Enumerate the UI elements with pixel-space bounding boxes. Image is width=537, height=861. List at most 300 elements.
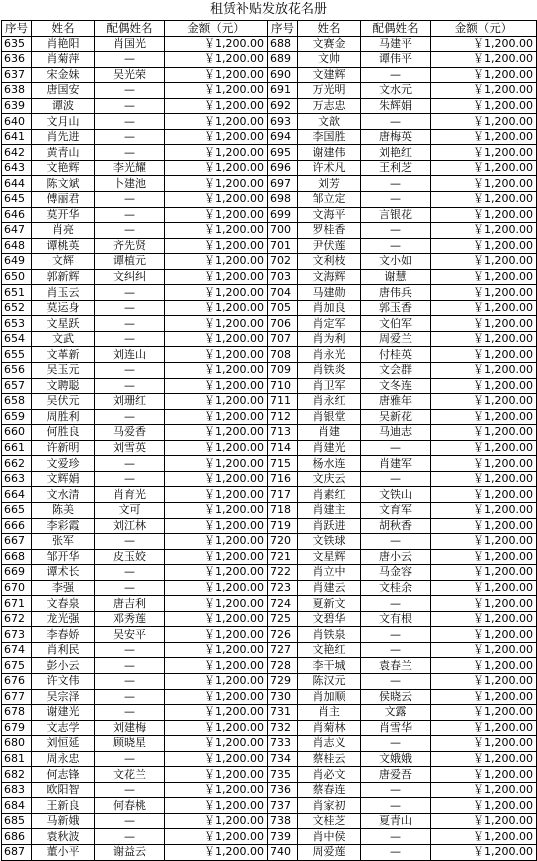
cell-index-left: 676 bbox=[2, 673, 32, 689]
cell-name-left: 李春娇 bbox=[32, 627, 95, 643]
cell-amount-right: ￥1,200.00 bbox=[431, 192, 537, 208]
cell-name-right: 肖素红 bbox=[298, 487, 361, 503]
cell-index-right: 706 bbox=[268, 316, 298, 332]
table-row bbox=[2, 611, 537, 627]
cell-name-right: 罗桂香 bbox=[298, 223, 361, 239]
table-row bbox=[2, 673, 537, 689]
cell-spouse-left: — bbox=[95, 145, 165, 161]
table-row bbox=[2, 580, 537, 596]
cell-spouse-left: 刘江林 bbox=[95, 518, 165, 534]
cell-index-left: 667 bbox=[2, 534, 32, 550]
cell-amount-left: ￥1,200.00 bbox=[165, 596, 268, 612]
cell-spouse-left: — bbox=[95, 751, 165, 767]
header-row bbox=[2, 21, 537, 37]
cell-index-right: 699 bbox=[268, 207, 298, 223]
cell-spouse-left: — bbox=[95, 316, 165, 332]
cell-name-left: 谭桃英 bbox=[32, 238, 95, 254]
cell-index-left: 654 bbox=[2, 331, 32, 347]
cell-name-left: 吴宗泽 bbox=[32, 689, 95, 705]
cell-index-right: 731 bbox=[268, 705, 298, 721]
cell-name-right: 文歆 bbox=[298, 114, 361, 130]
cell-spouse-right: 周爱兰 bbox=[361, 331, 431, 347]
cell-spouse-left: — bbox=[95, 98, 165, 114]
cell-amount-left: ￥1,200.00 bbox=[165, 720, 268, 736]
cell-amount-left: ￥1,200.00 bbox=[165, 487, 268, 503]
cell-amount-right: ￥1,200.00 bbox=[431, 160, 537, 176]
header-amount-right: 金额（元） bbox=[431, 21, 537, 37]
table-row bbox=[2, 689, 537, 705]
table-row bbox=[2, 642, 537, 658]
cell-amount-right: ￥1,200.00 bbox=[431, 534, 537, 550]
cell-spouse-right: 刘艳红 bbox=[361, 145, 431, 161]
cell-name-left: 宋金妹 bbox=[32, 67, 95, 83]
cell-amount-right: ￥1,200.00 bbox=[431, 705, 537, 721]
cell-spouse-right: 言银花 bbox=[361, 207, 431, 223]
cell-spouse-left: 邓秀莲 bbox=[95, 611, 165, 627]
cell-name-right: 肖志义 bbox=[298, 736, 361, 752]
header-name-right: 姓名 bbox=[298, 21, 361, 37]
table-row bbox=[2, 129, 537, 145]
cell-spouse-right: 唐爱吾 bbox=[361, 767, 431, 783]
cell-amount-left: ￥1,200.00 bbox=[165, 176, 268, 192]
table-row bbox=[2, 518, 537, 534]
table-row bbox=[2, 829, 537, 845]
cell-index-right: 711 bbox=[268, 394, 298, 410]
cell-index-left: 687 bbox=[2, 844, 32, 860]
cell-amount-left: ￥1,200.00 bbox=[165, 549, 268, 565]
cell-spouse-right: — bbox=[361, 238, 431, 254]
cell-index-left: 673 bbox=[2, 627, 32, 643]
cell-amount-left: ￥1,200.00 bbox=[165, 67, 268, 83]
cell-spouse-left: — bbox=[95, 114, 165, 130]
cell-index-right: 733 bbox=[268, 736, 298, 752]
cell-spouse-left: — bbox=[95, 129, 165, 145]
cell-index-left: 646 bbox=[2, 207, 32, 223]
cell-spouse-left: 齐先贤 bbox=[95, 238, 165, 254]
cell-name-left: 文辉娟 bbox=[32, 471, 95, 487]
table-row bbox=[2, 363, 537, 379]
page-title: 租赁补贴发放花名册 bbox=[209, 2, 327, 17]
table-row bbox=[2, 269, 537, 285]
cell-index-right: 738 bbox=[268, 813, 298, 829]
cell-spouse-left: 文纠纠 bbox=[95, 269, 165, 285]
cell-amount-right: ￥1,200.00 bbox=[431, 487, 537, 503]
cell-amount-right: ￥1,200.00 bbox=[431, 798, 537, 814]
cell-amount-left: ￥1,200.00 bbox=[165, 673, 268, 689]
cell-index-right: 690 bbox=[268, 67, 298, 83]
cell-name-right: 肖卫军 bbox=[298, 378, 361, 394]
cell-amount-left: ￥1,200.00 bbox=[165, 689, 268, 705]
cell-index-left: 657 bbox=[2, 378, 32, 394]
cell-index-right: 697 bbox=[268, 176, 298, 192]
cell-amount-left: ￥1,200.00 bbox=[165, 456, 268, 472]
table-row bbox=[2, 347, 537, 363]
cell-name-left: 何胜良 bbox=[32, 425, 95, 441]
cell-index-left: 656 bbox=[2, 363, 32, 379]
header-index-right: 序号 bbox=[268, 21, 298, 37]
cell-amount-right: ￥1,200.00 bbox=[431, 689, 537, 705]
cell-name-left: 何志锋 bbox=[32, 767, 95, 783]
cell-spouse-left: — bbox=[95, 705, 165, 721]
cell-spouse-right: — bbox=[361, 673, 431, 689]
cell-index-right: 726 bbox=[268, 627, 298, 643]
table-row bbox=[2, 549, 537, 565]
table-row bbox=[2, 52, 537, 68]
cell-amount-left: ￥1,200.00 bbox=[165, 114, 268, 130]
cell-name-left: 莫开华 bbox=[32, 207, 95, 223]
table-row bbox=[2, 409, 537, 425]
table-row bbox=[2, 534, 537, 550]
cell-name-right: 陈汉元 bbox=[298, 673, 361, 689]
cell-amount-right: ￥1,200.00 bbox=[431, 98, 537, 114]
cell-spouse-right: — bbox=[361, 782, 431, 798]
cell-amount-left: ￥1,200.00 bbox=[165, 767, 268, 783]
cell-amount-right: ￥1,200.00 bbox=[431, 300, 537, 316]
cell-spouse-right: 唐伟兵 bbox=[361, 285, 431, 301]
table-row bbox=[2, 456, 537, 472]
header-spouse-right: 配偶姓名 bbox=[361, 21, 431, 37]
table-row bbox=[2, 36, 537, 52]
cell-amount-left: ￥1,200.00 bbox=[165, 363, 268, 379]
cell-name-right: 蔡桂云 bbox=[298, 751, 361, 767]
cell-name-left: 文辉 bbox=[32, 254, 95, 270]
cell-index-right: 723 bbox=[268, 580, 298, 596]
cell-spouse-left: 文花兰 bbox=[95, 767, 165, 783]
cell-amount-left: ￥1,200.00 bbox=[165, 316, 268, 332]
cell-name-right: 刘芳 bbox=[298, 176, 361, 192]
cell-amount-left: ￥1,200.00 bbox=[165, 705, 268, 721]
cell-index-right: 734 bbox=[268, 751, 298, 767]
cell-name-right: 尹伏莲 bbox=[298, 238, 361, 254]
table-row bbox=[2, 658, 537, 674]
cell-index-left: 658 bbox=[2, 394, 32, 410]
cell-spouse-right: — bbox=[361, 596, 431, 612]
cell-index-left: 669 bbox=[2, 565, 32, 581]
cell-index-right: 693 bbox=[268, 114, 298, 130]
cell-index-right: 722 bbox=[268, 565, 298, 581]
cell-name-left: 袁秋波 bbox=[32, 829, 95, 845]
cell-spouse-right: — bbox=[361, 736, 431, 752]
cell-amount-right: ￥1,200.00 bbox=[431, 565, 537, 581]
cell-spouse-left: — bbox=[95, 689, 165, 705]
cell-index-left: 651 bbox=[2, 285, 32, 301]
cell-index-left: 677 bbox=[2, 689, 32, 705]
cell-spouse-right: — bbox=[361, 67, 431, 83]
cell-index-right: 709 bbox=[268, 363, 298, 379]
cell-amount-left: ￥1,200.00 bbox=[165, 347, 268, 363]
cell-name-left: 文艳辉 bbox=[32, 160, 95, 176]
table-row bbox=[2, 254, 537, 270]
cell-amount-left: ￥1,200.00 bbox=[165, 534, 268, 550]
cell-amount-left: ￥1,200.00 bbox=[165, 627, 268, 643]
table-row bbox=[2, 300, 537, 316]
cell-index-right: 739 bbox=[268, 829, 298, 845]
cell-spouse-left: 马爱香 bbox=[95, 425, 165, 441]
cell-index-right: 688 bbox=[268, 36, 298, 52]
table-row bbox=[2, 736, 537, 752]
cell-amount-left: ￥1,200.00 bbox=[165, 829, 268, 845]
cell-index-right: 708 bbox=[268, 347, 298, 363]
cell-index-left: 649 bbox=[2, 254, 32, 270]
cell-name-right: 肖为利 bbox=[298, 331, 361, 347]
cell-amount-left: ￥1,200.00 bbox=[165, 471, 268, 487]
cell-name-left: 周永忠 bbox=[32, 751, 95, 767]
table-row bbox=[2, 705, 537, 721]
cell-name-left: 邹开华 bbox=[32, 549, 95, 565]
cell-amount-left: ￥1,200.00 bbox=[165, 611, 268, 627]
table-row bbox=[2, 114, 537, 130]
cell-amount-right: ￥1,200.00 bbox=[431, 363, 537, 379]
cell-index-right: 712 bbox=[268, 409, 298, 425]
cell-spouse-left: 吴光荣 bbox=[95, 67, 165, 83]
cell-amount-right: ￥1,200.00 bbox=[431, 316, 537, 332]
cell-name-left: 文月山 bbox=[32, 114, 95, 130]
cell-index-right: 717 bbox=[268, 487, 298, 503]
cell-spouse-left: — bbox=[95, 580, 165, 596]
cell-index-right: 702 bbox=[268, 254, 298, 270]
cell-index-left: 680 bbox=[2, 736, 32, 752]
cell-amount-right: ￥1,200.00 bbox=[431, 36, 537, 52]
cell-spouse-left: — bbox=[95, 813, 165, 829]
cell-amount-right: ￥1,200.00 bbox=[431, 285, 537, 301]
cell-name-left: 陈美 bbox=[32, 502, 95, 518]
cell-amount-left: ￥1,200.00 bbox=[165, 52, 268, 68]
table-row bbox=[2, 440, 537, 456]
cell-name-right: 肖必文 bbox=[298, 767, 361, 783]
cell-index-right: 705 bbox=[268, 300, 298, 316]
cell-index-left: 674 bbox=[2, 642, 32, 658]
cell-amount-left: ￥1,200.00 bbox=[165, 36, 268, 52]
cell-name-left: 王新良 bbox=[32, 798, 95, 814]
cell-amount-left: ￥1,200.00 bbox=[165, 83, 268, 99]
cell-index-right: 703 bbox=[268, 269, 298, 285]
cell-amount-right: ￥1,200.00 bbox=[431, 409, 537, 425]
cell-amount-left: ￥1,200.00 bbox=[165, 813, 268, 829]
cell-amount-left: ￥1,200.00 bbox=[165, 331, 268, 347]
cell-spouse-right: 付桂英 bbox=[361, 347, 431, 363]
cell-index-right: 707 bbox=[268, 331, 298, 347]
cell-index-left: 653 bbox=[2, 316, 32, 332]
cell-amount-right: ￥1,200.00 bbox=[431, 52, 537, 68]
table-row bbox=[2, 238, 537, 254]
cell-spouse-right: 文伯军 bbox=[361, 316, 431, 332]
cell-index-left: 660 bbox=[2, 425, 32, 441]
cell-amount-right: ￥1,200.00 bbox=[431, 83, 537, 99]
cell-index-right: 729 bbox=[268, 673, 298, 689]
header-spouse-left: 配偶姓名 bbox=[95, 21, 165, 37]
cell-spouse-right: 马建平 bbox=[361, 36, 431, 52]
table-row bbox=[2, 223, 537, 239]
table-row bbox=[2, 565, 537, 581]
cell-spouse-right: — bbox=[361, 114, 431, 130]
cell-amount-right: ￥1,200.00 bbox=[431, 254, 537, 270]
cell-spouse-right: 文会群 bbox=[361, 363, 431, 379]
cell-spouse-right: 文有根 bbox=[361, 611, 431, 627]
cell-amount-right: ￥1,200.00 bbox=[431, 67, 537, 83]
cell-amount-left: ￥1,200.00 bbox=[165, 378, 268, 394]
cell-index-right: 724 bbox=[268, 596, 298, 612]
cell-amount-right: ￥1,200.00 bbox=[431, 580, 537, 596]
cell-amount-left: ￥1,200.00 bbox=[165, 798, 268, 814]
cell-index-left: 682 bbox=[2, 767, 32, 783]
table-row bbox=[2, 316, 537, 332]
cell-amount-left: ￥1,200.00 bbox=[165, 425, 268, 441]
cell-index-left: 648 bbox=[2, 238, 32, 254]
cell-name-left: 彭小云 bbox=[32, 658, 95, 674]
cell-name-left: 肖菊萍 bbox=[32, 52, 95, 68]
cell-name-left: 文春泉 bbox=[32, 596, 95, 612]
cell-spouse-right: 谭伟平 bbox=[361, 52, 431, 68]
cell-spouse-right: — bbox=[361, 798, 431, 814]
cell-amount-left: ￥1,200.00 bbox=[165, 502, 268, 518]
cell-index-left: 685 bbox=[2, 813, 32, 829]
cell-amount-left: ￥1,200.00 bbox=[165, 658, 268, 674]
cell-amount-right: ￥1,200.00 bbox=[431, 611, 537, 627]
cell-index-left: 663 bbox=[2, 471, 32, 487]
cell-index-left: 635 bbox=[2, 36, 32, 52]
cell-spouse-right: — bbox=[361, 844, 431, 860]
cell-amount-right: ￥1,200.00 bbox=[431, 844, 537, 860]
cell-spouse-left: — bbox=[95, 642, 165, 658]
cell-amount-right: ￥1,200.00 bbox=[431, 642, 537, 658]
cell-name-right: 文建辉 bbox=[298, 67, 361, 83]
cell-name-left: 李强 bbox=[32, 580, 95, 596]
cell-index-left: 659 bbox=[2, 409, 32, 425]
cell-name-right: 肖永光 bbox=[298, 347, 361, 363]
cell-name-right: 文海辉 bbox=[298, 269, 361, 285]
cell-amount-left: ￥1,200.00 bbox=[165, 751, 268, 767]
cell-spouse-left: 刘雪英 bbox=[95, 440, 165, 456]
cell-spouse-left: 皮玉姣 bbox=[95, 549, 165, 565]
cell-spouse-left: — bbox=[95, 83, 165, 99]
cell-index-right: 714 bbox=[268, 440, 298, 456]
cell-spouse-right: 文铁山 bbox=[361, 487, 431, 503]
cell-name-right: 肖菊林 bbox=[298, 720, 361, 736]
table-row bbox=[2, 627, 537, 643]
cell-spouse-right: 吴新花 bbox=[361, 409, 431, 425]
table-row bbox=[2, 394, 537, 410]
cell-amount-left: ￥1,200.00 bbox=[165, 254, 268, 270]
cell-name-right: 邹立定 bbox=[298, 192, 361, 208]
cell-amount-left: ￥1,200.00 bbox=[165, 145, 268, 161]
cell-index-left: 670 bbox=[2, 580, 32, 596]
table-row bbox=[2, 844, 537, 860]
cell-spouse-left: — bbox=[95, 456, 165, 472]
cell-name-right: 万光明 bbox=[298, 83, 361, 99]
cell-amount-right: ￥1,200.00 bbox=[431, 378, 537, 394]
cell-amount-left: ￥1,200.00 bbox=[165, 160, 268, 176]
cell-amount-right: ￥1,200.00 bbox=[431, 673, 537, 689]
cell-index-right: 704 bbox=[268, 285, 298, 301]
cell-amount-left: ￥1,200.00 bbox=[165, 98, 268, 114]
table-row bbox=[2, 285, 537, 301]
cell-spouse-right: 肖雪华 bbox=[361, 720, 431, 736]
cell-index-right: 719 bbox=[268, 518, 298, 534]
cell-index-right: 740 bbox=[268, 844, 298, 860]
cell-index-left: 678 bbox=[2, 705, 32, 721]
cell-name-left: 傅丽君 bbox=[32, 192, 95, 208]
cell-index-right: 725 bbox=[268, 611, 298, 627]
cell-amount-left: ￥1,200.00 bbox=[165, 736, 268, 752]
cell-index-left: 647 bbox=[2, 223, 32, 239]
header-name-left: 姓名 bbox=[32, 21, 95, 37]
cell-amount-right: ￥1,200.00 bbox=[431, 207, 537, 223]
cell-index-left: 640 bbox=[2, 114, 32, 130]
cell-name-right: 文碧华 bbox=[298, 611, 361, 627]
cell-name-left: 文水清 bbox=[32, 487, 95, 503]
cell-index-right: 695 bbox=[268, 145, 298, 161]
cell-name-right: 肖建光 bbox=[298, 440, 361, 456]
cell-index-right: 700 bbox=[268, 223, 298, 239]
cell-spouse-left: 谭植元 bbox=[95, 254, 165, 270]
cell-spouse-left: 谢益云 bbox=[95, 844, 165, 860]
cell-spouse-left: — bbox=[95, 300, 165, 316]
cell-amount-left: ￥1,200.00 bbox=[165, 269, 268, 285]
cell-name-left: 文志学 bbox=[32, 720, 95, 736]
table-row bbox=[2, 67, 537, 83]
cell-amount-right: ￥1,200.00 bbox=[431, 658, 537, 674]
cell-index-right: 698 bbox=[268, 192, 298, 208]
cell-name-left: 肖艳阳 bbox=[32, 36, 95, 52]
cell-amount-right: ￥1,200.00 bbox=[431, 736, 537, 752]
cell-index-right: 701 bbox=[268, 238, 298, 254]
cell-spouse-left: — bbox=[95, 673, 165, 689]
cell-name-left: 谢建光 bbox=[32, 705, 95, 721]
cell-name-left: 莫运身 bbox=[32, 300, 95, 316]
cell-index-left: 644 bbox=[2, 176, 32, 192]
cell-name-right: 肖定军 bbox=[298, 316, 361, 332]
cell-name-right: 许术凡 bbox=[298, 160, 361, 176]
cell-spouse-left: — bbox=[95, 331, 165, 347]
cell-name-left: 文星跃 bbox=[32, 316, 95, 332]
cell-spouse-right: — bbox=[361, 627, 431, 643]
cell-index-right: 710 bbox=[268, 378, 298, 394]
cell-amount-right: ￥1,200.00 bbox=[431, 782, 537, 798]
cell-name-left: 吴玉元 bbox=[32, 363, 95, 379]
table-row bbox=[2, 207, 537, 223]
roster-table bbox=[1, 20, 537, 861]
cell-name-right: 肖银堂 bbox=[298, 409, 361, 425]
cell-index-left: 679 bbox=[2, 720, 32, 736]
cell-name-left: 郭新辉 bbox=[32, 269, 95, 285]
cell-amount-right: ￥1,200.00 bbox=[431, 269, 537, 285]
cell-name-right: 文利枝 bbox=[298, 254, 361, 270]
cell-name-right: 杨水连 bbox=[298, 456, 361, 472]
table-row bbox=[2, 487, 537, 503]
cell-name-right: 文星辉 bbox=[298, 549, 361, 565]
cell-amount-left: ￥1,200.00 bbox=[165, 129, 268, 145]
cell-name-right: 肖建主 bbox=[298, 502, 361, 518]
cell-spouse-right: 文娥娥 bbox=[361, 751, 431, 767]
cell-amount-right: ￥1,200.00 bbox=[431, 129, 537, 145]
cell-spouse-left: 刘连山 bbox=[95, 347, 165, 363]
cell-spouse-right: 马金容 bbox=[361, 565, 431, 581]
cell-name-left: 董小平 bbox=[32, 844, 95, 860]
table-row bbox=[2, 176, 537, 192]
cell-spouse-left: 吴安平 bbox=[95, 627, 165, 643]
cell-name-right: 夏新文 bbox=[298, 596, 361, 612]
cell-amount-left: ￥1,200.00 bbox=[165, 285, 268, 301]
cell-name-left: 谭波 bbox=[32, 98, 95, 114]
cell-amount-left: ￥1,200.00 bbox=[165, 642, 268, 658]
cell-spouse-left: — bbox=[95, 378, 165, 394]
cell-spouse-left: — bbox=[95, 409, 165, 425]
cell-spouse-right: 谢慧 bbox=[361, 269, 431, 285]
cell-spouse-right: 袁春兰 bbox=[361, 658, 431, 674]
table-row bbox=[2, 502, 537, 518]
cell-spouse-right: — bbox=[361, 176, 431, 192]
cell-amount-right: ￥1,200.00 bbox=[431, 720, 537, 736]
